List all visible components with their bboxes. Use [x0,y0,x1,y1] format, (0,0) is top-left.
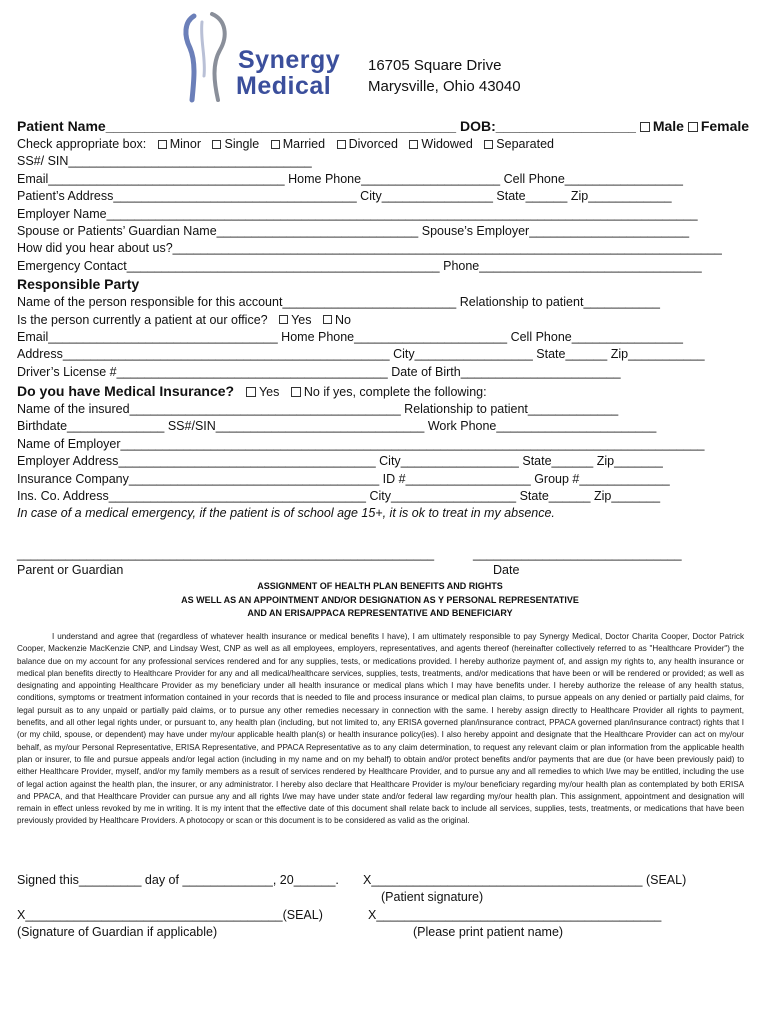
divorced-label: Divorced [348,137,398,151]
address-line-2: Marysville, Ohio 43040 [368,78,521,95]
referral-row [17,240,722,257]
address-field[interactable]: ___________________________________ [113,189,357,204]
assignment-title [0,580,760,621]
assignment-title-line-3: AND AN ERISA/PPACA REPRESENTATIVE AND BENEFICIARY [247,608,513,618]
birthdate-field[interactable]: ______________ [67,419,165,434]
birthdate-row [17,418,662,435]
guardian-field[interactable]: _____________________________ [216,223,419,238]
date-label: Date [493,563,520,577]
date-line[interactable]: ______________________________ [473,547,682,561]
day-field[interactable]: _________ [78,873,142,887]
employer-field[interactable]: _____________________________________________________________________________________ [106,206,698,221]
work-phone-field[interactable]: _______________________ [496,419,657,434]
clinic-address [368,55,521,97]
ssn-row [17,153,662,170]
responsible-zip-field[interactable]: ___________ [628,347,705,362]
responsible-name-label: Name of the person responsible for this account [17,295,283,310]
assignment-body [17,631,744,828]
group-field[interactable]: _____________ [579,471,670,486]
license-field[interactable]: _______________________________________ [116,364,388,379]
responsible-email-field[interactable]: _________________________________ [48,329,278,344]
insured-relationship-label: Relationship to patient [404,402,528,417]
patient-address-row [17,188,672,205]
ins-co-state-field[interactable]: ______ [548,489,591,504]
insured-employer-label: Name of Employer [17,436,121,451]
patient-form [17,116,750,522]
referral-label: How did you hear about us? [17,241,173,256]
employer-city-label: City [379,454,401,469]
insurance-no-label: No [303,385,320,400]
insurance-question-row [17,381,662,401]
ins-co-address-row [17,488,662,505]
birthdate-label: Birthdate [17,419,68,434]
relationship-label: Relationship to patient [459,295,584,310]
married-label: Married [282,137,326,151]
patient-contact-row [17,171,683,188]
responsible-cell-phone-field[interactable]: ________________ [571,329,683,344]
insured-ssn-field[interactable]: ______________________________ [215,419,425,434]
male-label: Male [652,118,684,134]
employer-zip-field[interactable]: _______ [614,454,663,469]
insured-field[interactable]: _______________________________________ [129,402,401,417]
current-patient-no-checkbox[interactable] [323,315,332,324]
spouse-employer-label: Spouse’s Employer [421,223,530,238]
clinic-name-line2: Medical [236,72,332,100]
responsible-address-row [17,346,705,363]
insurance-yes-checkbox[interactable] [246,387,256,397]
signed-this-row: Signed this_________ day of _____________, 20______. [17,873,339,887]
insurance-yes-label: Yes [258,385,280,400]
responsible-city-field[interactable]: _________________ [414,347,533,362]
married-checkbox[interactable] [271,140,280,149]
month-field[interactable]: _____________ [182,873,273,887]
ssn-label: SS#/ SIN [17,154,69,169]
ins-co-zip-field[interactable]: _______ [611,489,661,504]
separated-checkbox[interactable] [484,140,493,149]
referral-field[interactable]: _______________________________________________________________________________ [172,241,722,256]
day-of-label: day of [144,873,179,887]
emergency-label: Emergency Contact [17,258,127,273]
patient-signature-row [363,873,686,887]
insured-row [17,401,662,418]
insurance-no-checkbox[interactable] [291,387,301,397]
ssn-field[interactable]: ___________________________________ [68,154,312,169]
divorced-checkbox[interactable] [337,140,346,149]
year-prefix: 20 [279,873,294,887]
guardian-signature-line[interactable]: ____________________________________________________________ [17,547,435,561]
current-patient-label: Is the person currently a patient at our office? [17,312,268,327]
assignment-paragraph: I understand and agree that (regardless of whatever health insurance or medical benefits I have), I am ultimately responsible to pay Synergy Medical, Doctor Charita Cooper, Doctor Patrick Cooper, Mackenzie MacKenzie CNP, and Lindsay West, CNP as well as all employees, employers, representatives, and agents thereof (hereinafter collectively referred to as "Healthcare Provider") the balance due on my account for any professional services rendered and for any supplies, tests, or medications provided. I hereby authorize payment of, and assign my rights to, any health insurance or medical plan benefits directly to Healthcare Provider for any and all medical/healthcare services, supplies, tests, treatments, and/or medications that have been or will be rendered or provided; as well as designating and appointing Healthcare Provider as my beneficiary under all health insurance or medical plans which I may have benefits under. I hereby authorize the release of any health status, conditions, symptoms or treatment information contained in your records that is needed to file and process insurance or medical plan claims, to pursue appeals on any denied or partially paid claims, for legal pursuit as to any unpaid or partially paid claims, or to pursue any other remedies necessary in connection with the same. I hereby assign directly to Healthcare Provider all rights to payment, benefits, and all other legal rights under, or pursuant to, any health plan (including, but not limited to, any ERISA governed plan/insurance contract, PPACA governed plan/insurance contract) rights that I (or my child, spouse, or dependent) may have under my/our applicable health plan(s) or health insurance policy(ies). I also hereby appoint and designate that the Healthcare Provider can act on my/our behalf, as my/our Personal Representative, ERISA Representative, and PPACA Representative as to any claim determination, to request any relevant claim or plan information from the applicable health plan or insurer, to file and pursue appeals and/or legal action (including in my name and on my behalf) to obtain and/or protect benefits and/or payments that are due (or have been previously paid) to either Healthcare Provider, myself, and/or my family members as a result of services rendered by Healthcare Provider, and to pursue any and all remedies to which I/we may be entitled, including the use of legal action against the health plan, the insurer, or any administrator. I hereby also declare that Healthcare Provider is my/our beneficiary regarding my/our health plan as contemplated by both ERISA and PPACA, and that Healthcare Provider can pursue any and all rights I/we may have under state and/or federal law regarding my/our health plan. This assignment, appointment and designation will remain in effect unless revoked by me in writing. It is my intent that the effective date of this document shall relate back to include all services, supplies, tests, treatments, or medications that have been previously provided by Healthcare Providers. A photocopy or scan or this document is to be considered as valid as the original. [17,632,744,826]
responsible-address-field[interactable]: _______________________________________________ [62,347,390,362]
cell-phone-field[interactable]: _________________ [564,171,683,186]
responsible-home-phone-label: Home Phone [281,329,355,344]
responsible-cell-phone-label: Cell Phone [510,329,572,344]
insured-ssn-label: SS#/SIN [167,419,216,434]
address-label: Patient’s Address [17,189,114,204]
spine-logo-icon [180,10,240,105]
widowed-checkbox[interactable] [409,140,418,149]
emergency-field[interactable]: _____________________________________________ [126,258,440,273]
insurance-followup: if yes, complete the following: [323,385,487,400]
guardian-label: Spouse or Patients’ Guardian Name [17,223,217,238]
single-checkbox[interactable] [212,140,221,149]
guardian-sign-block [17,547,682,583]
license-row [17,364,662,381]
email-label: Email [17,171,49,186]
dob-field[interactable]: __________________ [495,118,636,134]
employer-address-row [17,453,662,470]
emergency-note: In case of a medical emergency, if the patient is of school age 15+, it is ok to treat in my absence. [17,506,555,521]
responsible-dob-label: Date of Birth [391,364,461,379]
ins-co-city-field[interactable]: __________________ [390,489,517,504]
insured-label: Name of the insured [17,402,130,417]
male-checkbox[interactable] [640,122,650,132]
state-field[interactable]: ______ [525,189,568,204]
responsible-home-phone-field[interactable]: ______________________ [354,329,508,344]
insurance-id-field[interactable]: __________________ [405,471,531,486]
employer-address-label: Employer Address [17,454,119,469]
insurance-question: Do you have Medical Insurance? [17,383,235,400]
print-name-field[interactable]: X_________________________________________ [368,908,662,922]
guardian-signature-row [17,908,323,922]
current-patient-yes-checkbox[interactable] [279,315,288,324]
responsible-party-title: Responsible Party [17,276,140,293]
phone-label: Phone [443,258,480,273]
responsible-email-label: Email [17,329,49,344]
email-field[interactable]: __________________________________ [48,171,285,186]
minor-label: Minor [169,137,201,151]
insurance-company-label: Insurance Company [17,471,129,486]
assignment-title-line-1: ASSIGNMENT OF HEALTH PLAN BENEFITS AND RIGHTS [257,581,503,591]
patient-signature-label: (Patient signature) [381,890,484,904]
widowed-label: Widowed [421,137,473,151]
address-line-1: 16705 Square Drive [368,57,502,74]
guardian-signature-label: (Signature of Guardian if applicable) [17,925,218,939]
responsible-zip-label: Zip [610,347,629,362]
assignment-title-line-2: AS WELL AS AN APPOINTMENT AND/OR DESIGNATION AS Y PERSONAL REPRESENTATIVE [181,594,579,605]
zip-field[interactable]: ____________ [588,189,672,204]
guardian-row [17,223,690,240]
guardian-signature-field[interactable]: X_____________________________________ [17,908,283,922]
patient-seal-label: (SEAL) [645,873,687,887]
insured-relationship-field[interactable]: _____________ [527,402,619,417]
marital-status-row [17,136,662,153]
ins-co-zip-label: Zip [593,489,612,504]
state-label: State [496,189,526,204]
current-patient-row [17,312,662,329]
patient-signature-field[interactable]: X_______________________________________ [363,873,643,887]
year-field[interactable]: ______ [293,873,336,887]
patient-name-label: Patient Name [17,118,106,134]
insurance-company-row [17,471,670,488]
employer-state-field[interactable]: ______ [551,454,594,469]
insured-employer-field[interactable]: ____________________________________________________________________________________ [120,436,705,451]
patient-name-field[interactable]: _____________________________________________ [105,118,457,134]
responsible-dob-field[interactable]: _______________________ [460,364,621,379]
employer-zip-label: Zip [596,454,615,469]
current-patient-yes-label: Yes [291,312,312,327]
ins-co-state-label: State [519,489,549,504]
current-patient-no-label: No [335,312,351,327]
ins-co-city-label: City [369,489,391,504]
city-label: City [360,189,382,204]
employer-label: Employer Name [17,206,107,221]
patient-name-row [17,116,750,136]
group-label: Group # [534,471,580,486]
page-header [0,0,770,110]
relationship-field[interactable]: ___________ [583,295,660,310]
responsible-state-field[interactable]: ______ [565,347,608,362]
check-box-label: Check appropriate box: [17,137,147,151]
insured-employer-row [17,436,705,453]
employer-city-field[interactable]: _________________ [400,454,519,469]
signed-this-label: Signed this [17,873,79,887]
employer-row [17,206,698,223]
dob-label: DOB: [459,118,496,134]
clinic-logo [180,10,350,105]
cell-phone-label: Cell Phone [503,171,565,186]
phone-field[interactable]: ________________________________ [479,258,702,273]
responsible-contact-row [17,329,683,346]
responsible-state-label: State [536,347,566,362]
zip-label: Zip [570,189,589,204]
ins-co-address-field[interactable]: _____________________________________ [108,489,366,504]
responsible-name-row [17,294,662,311]
insurance-id-label: ID # [382,471,406,486]
responsible-address-label: Address [17,347,63,362]
city-field[interactable]: ________________ [381,189,493,204]
emergency-row [17,258,702,275]
spouse-employer-field[interactable]: _______________________ [529,223,690,238]
guardian-label: Parent or Guardian [17,563,124,577]
clinic-name-line1: Synergy [238,46,341,74]
home-phone-label: Home Phone [288,171,362,186]
ins-co-address-label: Ins. Co. Address [17,489,109,504]
print-name-label: (Please print patient name) [413,925,564,939]
home-phone-field[interactable]: ____________________ [361,171,501,186]
employer-state-label: State [522,454,552,469]
responsible-city-label: City [393,347,415,362]
separated-label: Separated [496,137,554,151]
female-label: Female [700,118,750,134]
work-phone-label: Work Phone [427,419,497,434]
insurance-company-field[interactable]: ____________________________________ [128,471,380,486]
license-label: Driver’s License # [17,364,117,379]
single-label: Single [224,137,260,151]
female-checkbox[interactable] [688,122,698,132]
minor-checkbox[interactable] [158,140,167,149]
employer-address-field[interactable]: _____________________________________ [118,454,376,469]
guardian-seal-label: (SEAL) [282,908,323,922]
responsible-name-field[interactable]: _________________________ [282,295,457,310]
